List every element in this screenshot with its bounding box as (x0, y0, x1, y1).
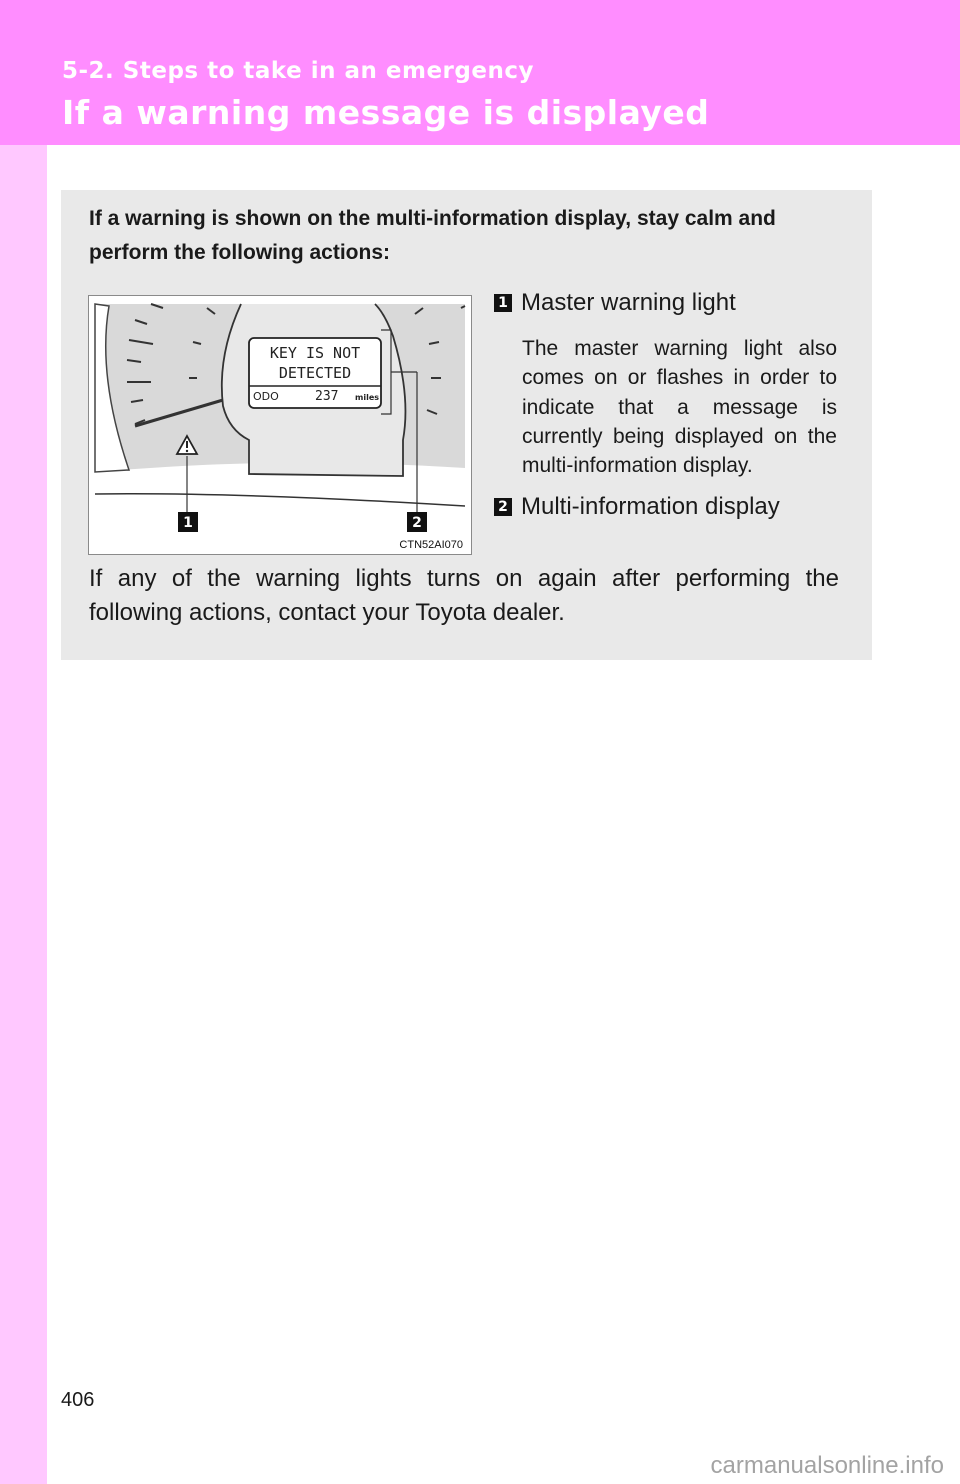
item-master-warning-light (494, 289, 736, 317)
number-badge: 1 (494, 294, 512, 312)
callout-2: 2 (412, 515, 422, 531)
item-title: Multi-information display (521, 493, 780, 520)
number-badge: 2 (494, 498, 512, 516)
odo-value: 237 (315, 389, 339, 404)
side-margin-band (0, 145, 47, 1484)
outro-text: If any of the warning lights turns on again after performing the following actions, contact your Toyota dealer. (89, 565, 839, 626)
item-multi-information-display (494, 493, 780, 521)
instrument-cluster-illustration (89, 296, 471, 554)
display-line-2: DETECTED (278, 364, 352, 382)
odo-label: ODO (253, 390, 279, 403)
page-header (0, 0, 960, 145)
callout-1: 1 (183, 515, 193, 531)
figure-code: CTN52AI070 (399, 539, 463, 551)
item-description: The master warning light also comes on or flashes in order to indicate that a message is currently being displayed on the multi-information display. (522, 337, 837, 478)
intro-text: If a warning is shown on the multi-information display, stay calm and perform the following actions: (89, 207, 776, 264)
display-line-1: KEY IS NOT (269, 344, 361, 362)
page-title: If a warning message is displayed (62, 93, 710, 132)
odo-unit: miles (355, 393, 380, 402)
page-number: 406 (61, 1389, 95, 1411)
item-title: Master warning light (521, 289, 736, 316)
watermark: carmanualsonline.info (710, 1452, 944, 1479)
instrument-cluster-figure (88, 295, 472, 555)
section-label: 5-2. Steps to take in an emergency (62, 58, 534, 84)
